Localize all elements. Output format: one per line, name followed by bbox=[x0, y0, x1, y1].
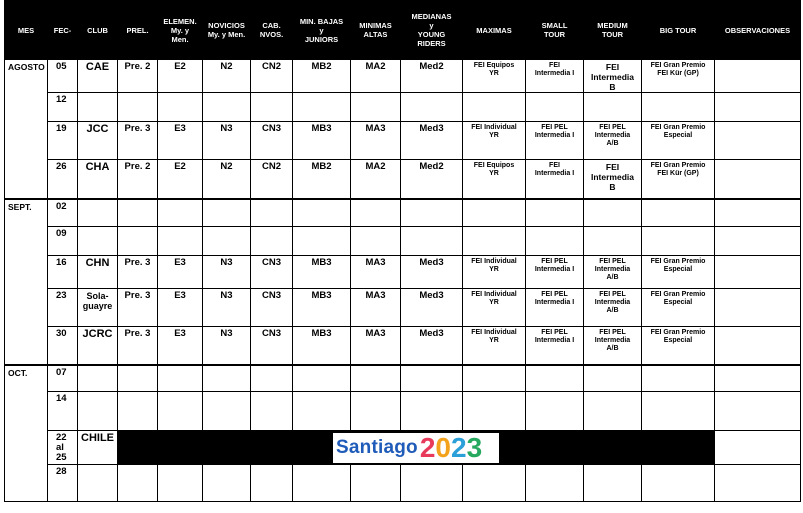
logo-digit: 2 bbox=[419, 432, 436, 463]
observaciones-cell bbox=[715, 60, 801, 93]
small-tour-cell: FEI PEL Intermedia I bbox=[526, 256, 584, 289]
minimas-cell: MA3 bbox=[351, 327, 401, 365]
nov-cell bbox=[203, 392, 251, 431]
big-tour-cell bbox=[642, 365, 715, 392]
club-cell bbox=[78, 465, 118, 502]
minimas-cell bbox=[351, 93, 401, 122]
minimas-cell: MA3 bbox=[351, 122, 401, 160]
cab-cell bbox=[251, 227, 293, 256]
logo-digit: 2 bbox=[451, 432, 467, 463]
small-tour-cell: FEI PEL Intermedia I bbox=[526, 327, 584, 365]
medianas-cell bbox=[401, 392, 463, 431]
elem-cell: E3 bbox=[158, 256, 203, 289]
maximas-cell: FEI Individual YR bbox=[463, 122, 526, 160]
observaciones-cell bbox=[715, 289, 801, 327]
date-cell: 14 bbox=[48, 392, 78, 431]
big-tour-cell bbox=[642, 465, 715, 502]
cab-cell: CN3 bbox=[251, 327, 293, 365]
minimas-cell: MA3 bbox=[351, 289, 401, 327]
prel-cell bbox=[118, 392, 158, 431]
bajas-cell bbox=[293, 93, 351, 122]
medium-tour-cell bbox=[584, 93, 642, 122]
observaciones-cell bbox=[715, 327, 801, 365]
cab-cell bbox=[251, 93, 293, 122]
elem-cell: E3 bbox=[158, 327, 203, 365]
header-minimas-altas: MINIMAS ALTAS bbox=[351, 1, 401, 60]
medianas-cell bbox=[401, 93, 463, 122]
bajas-cell bbox=[293, 465, 351, 502]
bajas-cell: MB2 bbox=[293, 160, 351, 199]
table-row bbox=[5, 365, 801, 392]
club-cell: CHA bbox=[78, 160, 118, 199]
club-cell bbox=[78, 199, 118, 227]
prel-cell bbox=[118, 93, 158, 122]
small-tour-cell: FEI Intermedia I bbox=[526, 60, 584, 93]
date-cell: 02 bbox=[48, 199, 78, 227]
medianas-cell: Med3 bbox=[401, 256, 463, 289]
date-cell: 05 bbox=[48, 60, 78, 93]
medianas-cell bbox=[401, 227, 463, 256]
header-small-tour: SMALL TOUR bbox=[526, 1, 584, 60]
big-tour-cell: FEI Gran Premio Especial bbox=[642, 122, 715, 160]
cab-cell: CN2 bbox=[251, 160, 293, 199]
nov-cell bbox=[203, 227, 251, 256]
bajas-cell bbox=[293, 199, 351, 227]
big-tour-cell bbox=[642, 392, 715, 431]
cab-cell: CN3 bbox=[251, 289, 293, 327]
date-cell: 16 bbox=[48, 256, 78, 289]
maximas-cell: FEI Equipos YR bbox=[463, 160, 526, 199]
small-tour-cell bbox=[526, 365, 584, 392]
medianas-cell: Med2 bbox=[401, 160, 463, 199]
date-cell: 26 bbox=[48, 160, 78, 199]
bajas-cell: MB3 bbox=[293, 122, 351, 160]
cab-cell: CN3 bbox=[251, 122, 293, 160]
minimas-cell bbox=[351, 365, 401, 392]
bajas-cell: MB3 bbox=[293, 327, 351, 365]
header-big-tour: BIG TOUR bbox=[642, 1, 715, 60]
table-row bbox=[5, 60, 801, 93]
elem-cell: E2 bbox=[158, 60, 203, 93]
date-cell: 22 al 25 bbox=[48, 431, 78, 465]
medianas-cell bbox=[401, 199, 463, 227]
cab-cell bbox=[251, 365, 293, 392]
medium-tour-cell bbox=[584, 365, 642, 392]
maximas-cell bbox=[463, 227, 526, 256]
header-observaciones: OBSERVACIONES bbox=[715, 1, 801, 60]
nov-cell: N3 bbox=[203, 327, 251, 365]
minimas-cell bbox=[351, 392, 401, 431]
nov-cell: N2 bbox=[203, 60, 251, 93]
observaciones-cell bbox=[715, 465, 801, 502]
nov-cell bbox=[203, 465, 251, 502]
observaciones-cell bbox=[715, 365, 801, 392]
small-tour-cell: FEI PEL Intermedia I bbox=[526, 289, 584, 327]
prel-cell bbox=[118, 227, 158, 256]
header-elementales: ELEMEN. My. y Men. bbox=[158, 1, 203, 60]
date-cell: 19 bbox=[48, 122, 78, 160]
prel-cell: Pre. 2 bbox=[118, 60, 158, 93]
elem-cell: E3 bbox=[158, 289, 203, 327]
nov-cell bbox=[203, 199, 251, 227]
medium-tour-cell: FEI Intermedia B bbox=[584, 60, 642, 93]
club-cell: Sola- guayre bbox=[78, 289, 118, 327]
bajas-cell: MB3 bbox=[293, 256, 351, 289]
santiago-2023-logo bbox=[333, 433, 499, 463]
elem-cell: E2 bbox=[158, 160, 203, 199]
header-fecha: FEC- bbox=[48, 1, 78, 60]
medianas-cell: Med3 bbox=[401, 122, 463, 160]
medium-tour-cell: FEI PEL Intermedia A/B bbox=[584, 256, 642, 289]
club-cell: JCC bbox=[78, 122, 118, 160]
header-club: CLUB bbox=[78, 1, 118, 60]
small-tour-cell bbox=[526, 199, 584, 227]
header-novicios: NOVICIOS My. y Men. bbox=[203, 1, 251, 60]
elem-cell: E3 bbox=[158, 122, 203, 160]
nov-cell: N3 bbox=[203, 256, 251, 289]
table-row bbox=[5, 327, 801, 365]
club-cell bbox=[78, 227, 118, 256]
date-cell: 28 bbox=[48, 465, 78, 502]
table-row bbox=[5, 93, 801, 122]
medium-tour-cell bbox=[584, 392, 642, 431]
date-cell: 07 bbox=[48, 365, 78, 392]
nov-cell: N3 bbox=[203, 122, 251, 160]
table-row bbox=[5, 392, 801, 431]
big-tour-cell bbox=[642, 199, 715, 227]
club-cell: CHN bbox=[78, 256, 118, 289]
maximas-cell bbox=[463, 465, 526, 502]
observaciones-cell bbox=[715, 227, 801, 256]
table-row bbox=[5, 160, 801, 199]
medium-tour-cell: FEI Intermedia B bbox=[584, 160, 642, 199]
small-tour-cell: FEI Intermedia I bbox=[526, 160, 584, 199]
medium-tour-cell: FEI PEL Intermedia A/B bbox=[584, 289, 642, 327]
minimas-cell bbox=[351, 227, 401, 256]
nov-cell bbox=[203, 365, 251, 392]
prel-cell bbox=[118, 465, 158, 502]
header-minimas-bajas: MIN. BAJAS y JUNIORS bbox=[293, 1, 351, 60]
observaciones-cell bbox=[715, 256, 801, 289]
club-cell: CAE bbox=[78, 60, 118, 93]
minimas-cell: MA3 bbox=[351, 256, 401, 289]
cab-cell: CN2 bbox=[251, 60, 293, 93]
elem-cell bbox=[158, 227, 203, 256]
month-september: SEPT. bbox=[5, 199, 48, 365]
big-tour-cell: FEI Gran Premio Especial bbox=[642, 327, 715, 365]
medium-tour-cell bbox=[584, 199, 642, 227]
observaciones-cell bbox=[715, 122, 801, 160]
cab-cell bbox=[251, 392, 293, 431]
observaciones-cell bbox=[715, 431, 801, 465]
maximas-cell: FEI Individual YR bbox=[463, 289, 526, 327]
elem-cell bbox=[158, 392, 203, 431]
table-row bbox=[5, 227, 801, 256]
big-tour-cell: FEI Gran Premio Especial bbox=[642, 289, 715, 327]
maximas-cell: FEI Equipos YR bbox=[463, 60, 526, 93]
logo-digit: 0 bbox=[435, 432, 451, 463]
table-row bbox=[5, 199, 801, 227]
small-tour-cell: FEI PEL Intermedia I bbox=[526, 122, 584, 160]
club-cell: JCRC bbox=[78, 327, 118, 365]
medianas-cell bbox=[401, 465, 463, 502]
cab-cell bbox=[251, 465, 293, 502]
header-row bbox=[5, 1, 801, 60]
prel-cell bbox=[118, 365, 158, 392]
bajas-cell: MB2 bbox=[293, 60, 351, 93]
club-cell bbox=[78, 392, 118, 431]
maximas-cell bbox=[463, 199, 526, 227]
prel-cell: Pre. 3 bbox=[118, 256, 158, 289]
minimas-cell bbox=[351, 465, 401, 502]
header-maximas: MAXIMAS bbox=[463, 1, 526, 60]
maximas-cell: FEI Individual YR bbox=[463, 256, 526, 289]
big-tour-cell: FEI Gran Premio Especial bbox=[642, 256, 715, 289]
big-tour-cell: FEI Gran Premio FEI Kür (GP) bbox=[642, 60, 715, 93]
cab-cell: CN3 bbox=[251, 256, 293, 289]
small-tour-cell bbox=[526, 227, 584, 256]
cab-cell bbox=[251, 199, 293, 227]
small-tour-cell bbox=[526, 93, 584, 122]
date-cell: 23 bbox=[48, 289, 78, 327]
nov-cell: N2 bbox=[203, 160, 251, 199]
observaciones-cell bbox=[715, 93, 801, 122]
prel-cell: Pre. 3 bbox=[118, 327, 158, 365]
prel-cell: Pre. 3 bbox=[118, 122, 158, 160]
medianas-cell bbox=[401, 365, 463, 392]
date-cell: 09 bbox=[48, 227, 78, 256]
big-tour-cell: FEI Gran Premio FEI Kür (GP) bbox=[642, 160, 715, 199]
header-medianas: MEDIANAS y YOUNG RIDERS bbox=[401, 1, 463, 60]
elem-cell bbox=[158, 465, 203, 502]
month-august: AGOSTO bbox=[5, 60, 48, 199]
medianas-cell: Med2 bbox=[401, 60, 463, 93]
bajas-cell bbox=[293, 227, 351, 256]
table-row bbox=[5, 431, 801, 465]
nov-cell bbox=[203, 93, 251, 122]
maximas-cell bbox=[463, 365, 526, 392]
club-cell bbox=[78, 365, 118, 392]
elem-cell bbox=[158, 93, 203, 122]
nov-cell: N3 bbox=[203, 289, 251, 327]
minimas-cell: MA2 bbox=[351, 60, 401, 93]
bajas-cell bbox=[293, 392, 351, 431]
date-cell: 30 bbox=[48, 327, 78, 365]
table-row bbox=[5, 122, 801, 160]
header-mes: MES bbox=[5, 1, 48, 60]
header-preliminar: PREL. bbox=[118, 1, 158, 60]
minimas-cell bbox=[351, 199, 401, 227]
small-tour-cell bbox=[526, 465, 584, 502]
club-cell: CHILE bbox=[78, 431, 118, 465]
prel-cell: Pre. 2 bbox=[118, 160, 158, 199]
maximas-cell: FEI Individual YR bbox=[463, 327, 526, 365]
small-tour-cell bbox=[526, 392, 584, 431]
medium-tour-cell bbox=[584, 465, 642, 502]
medianas-cell: Med3 bbox=[401, 327, 463, 365]
medium-tour-cell: FEI PEL Intermedia A/B bbox=[584, 327, 642, 365]
medium-tour-cell bbox=[584, 227, 642, 256]
big-tour-cell bbox=[642, 227, 715, 256]
logo-wordmark: Santiago bbox=[336, 437, 418, 458]
table-row bbox=[5, 289, 801, 327]
bajas-cell: MB3 bbox=[293, 289, 351, 327]
header-caballos-nuevos: CAB. NVOS. bbox=[251, 1, 293, 60]
competition-calendar-table bbox=[4, 0, 800, 511]
observaciones-cell bbox=[715, 199, 801, 227]
table-row bbox=[5, 256, 801, 289]
big-tour-cell bbox=[642, 93, 715, 122]
observaciones-cell bbox=[715, 392, 801, 431]
prel-cell: Pre. 3 bbox=[118, 289, 158, 327]
minimas-cell: MA2 bbox=[351, 160, 401, 199]
medium-tour-cell: FEI PEL Intermedia A/B bbox=[584, 122, 642, 160]
maximas-cell bbox=[463, 392, 526, 431]
pan-american-games-banner bbox=[118, 431, 715, 465]
club-cell bbox=[78, 93, 118, 122]
table-row bbox=[5, 465, 801, 502]
medianas-cell: Med3 bbox=[401, 289, 463, 327]
prel-cell bbox=[118, 199, 158, 227]
header-medium-tour: MEDIUM TOUR bbox=[584, 1, 642, 60]
logo-year bbox=[420, 434, 482, 462]
elem-cell bbox=[158, 199, 203, 227]
elem-cell bbox=[158, 365, 203, 392]
logo-digit: 3 bbox=[466, 432, 483, 463]
month-october: OCT. bbox=[5, 365, 48, 502]
date-cell: 12 bbox=[48, 93, 78, 122]
observaciones-cell bbox=[715, 160, 801, 199]
maximas-cell bbox=[463, 93, 526, 122]
bajas-cell bbox=[293, 365, 351, 392]
